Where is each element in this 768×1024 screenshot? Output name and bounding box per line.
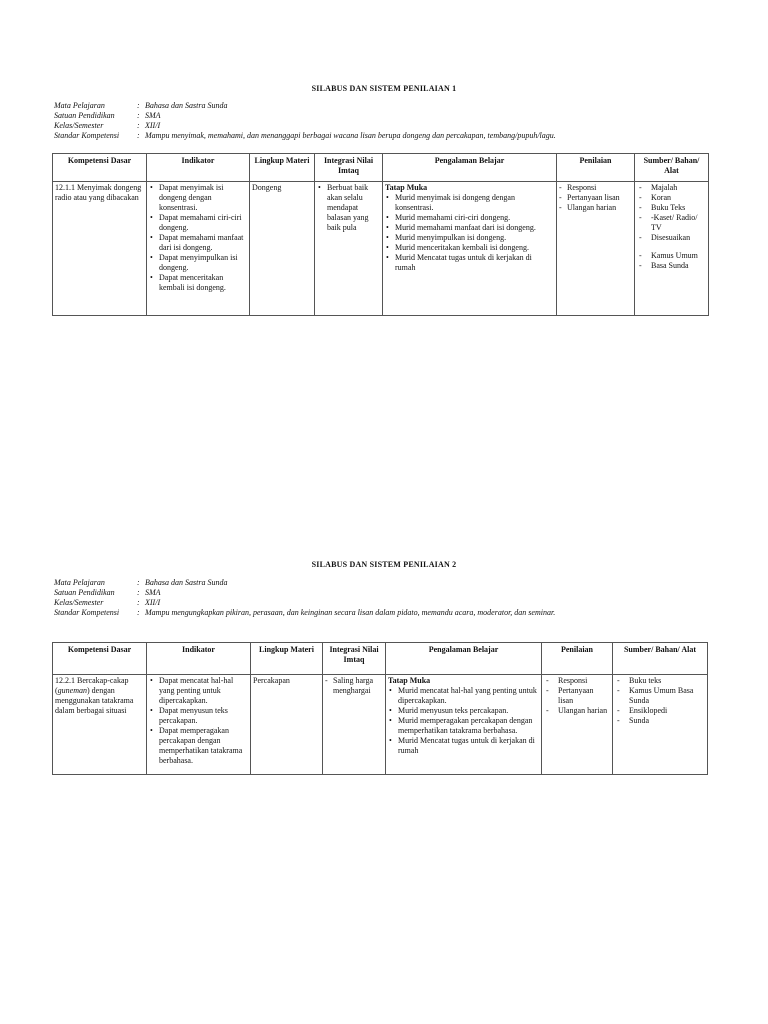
sumber-cell	[613, 675, 708, 775]
list-item: • Murid Mencatat tugas untuk di kerjakan di rumah	[385, 253, 554, 273]
list-item: • Murid menyimak isi dongeng dengan konsentrasi.	[385, 193, 554, 213]
list-item: • Dapat menyusun teks percakapan.	[149, 706, 248, 726]
meta-label: Satuan Pendidikan	[54, 588, 115, 597]
list-item: - Buku Teks	[637, 203, 706, 213]
meta-value: XII/I	[145, 598, 161, 607]
list-item: - Koran	[637, 193, 706, 203]
header-penilaian: Penilaian	[542, 643, 613, 675]
tatap-muka-label: Tatap Muka	[388, 676, 431, 685]
list-item: • Murid memahami manfaat dari isi dongeng.	[385, 223, 554, 233]
section2-table	[52, 642, 708, 775]
sumber-cell	[635, 182, 709, 316]
list-item: - -Kaset/ Radio/ TV	[637, 213, 706, 233]
list-item: - Kamus Umum	[637, 251, 706, 261]
pengalaman-cell	[386, 675, 542, 775]
header-penilaian: Penilaian	[557, 154, 635, 182]
penilaian-cell	[542, 675, 613, 775]
meta-value: XII/I	[145, 121, 161, 130]
header-lingkup: Lingkup Materi	[250, 154, 315, 182]
list-item: - Sunda	[615, 716, 705, 726]
kompetensi-cell: 12.1.1 Menyimak dongeng radio atau yang dibacakan	[53, 182, 147, 316]
table-row	[53, 182, 709, 316]
penilaian-cell	[557, 182, 635, 316]
header-lingkup: Lingkup Materi	[251, 643, 323, 675]
list-item: • Murid menceritakan kembali isi dongeng.	[385, 243, 554, 253]
meta-value: SMA	[145, 111, 161, 120]
list-item: • Murid menyimpulkan isi dongeng.	[385, 233, 554, 243]
materi-cell: Dongeng	[250, 182, 315, 316]
kd-emphasis: guneman	[57, 686, 87, 695]
meta-value: SMA	[145, 588, 161, 597]
imtaq-cell	[323, 675, 386, 775]
meta-label: Standar Kompetensi	[54, 131, 120, 140]
list-item: - Majalah	[637, 183, 706, 193]
list-item: • Dapat memahami manfaat dari isi dongeng.	[149, 233, 247, 253]
table-row	[53, 675, 708, 775]
indikator-cell	[147, 675, 251, 775]
meta-value: Bahasa dan Sastra Sunda	[145, 578, 228, 587]
list-item: • Dapat menyimak isi dongeng dengan konsentrasi.	[149, 183, 247, 213]
section1-meta: Mata Pelajaran : Bahasa dan Sastra Sunda Satuan Pendidikan : SMA Kelas/Semester : XII/I Standar Kompetensi : Mampu menyimak, memahami, dan menanggapi berbagai wacana lisan berupa dongeng dan percakapan, tembang/pupuh/lagu.	[54, 101, 556, 140]
meta-label: Mata Pelajaran	[54, 578, 105, 587]
indikator-cell	[147, 182, 250, 316]
meta-label: Satuan Pendidikan	[54, 111, 115, 120]
header-kompetensi: Kompetensi Dasar	[53, 643, 147, 675]
kompetensi-cell	[53, 675, 147, 775]
list-item: - Responsi	[559, 183, 632, 193]
meta-value: Mampu menyimak, memahami, dan menanggapi berbagai wacana lisan berupa dongeng dan percakapan, tembang/pupuh/lagu.	[145, 131, 556, 140]
meta-label: Kelas/Semester	[54, 598, 104, 607]
list-item: - Pertanyaan lisan	[559, 193, 632, 203]
list-item: - Disesuaikan	[637, 233, 706, 243]
header-imtaq: Integrasi Nilai Imtaq	[323, 643, 386, 675]
list-item: - Ensiklopedi	[615, 706, 705, 716]
header-indikator: Indikator	[147, 643, 251, 675]
section1-title: SILABUS DAN SISTEM PENILAIAN 1	[311, 84, 457, 93]
meta-label: Kelas/Semester	[54, 121, 104, 130]
list-item: • Murid Mencatat tugas untuk di kerjakan di rumah	[388, 736, 539, 756]
imtaq-cell	[315, 182, 383, 316]
list-item: - Ulangan harian	[559, 203, 632, 213]
section1-table	[52, 153, 709, 316]
list-item: • Dapat memahami ciri-ciri dongeng.	[149, 213, 247, 233]
list-item: • Murid memahami ciri-ciri dongeng.	[385, 213, 554, 223]
list-item: - Kamus Umum Basa Sunda	[615, 686, 705, 706]
header-kompetensi: Kompetensi Dasar	[53, 154, 147, 182]
section2-title: SILABUS DAN SISTEM PENILAIAN 2	[311, 560, 457, 569]
section2-meta: Mata Pelajaran : Bahasa dan Sastra Sunda Satuan Pendidikan : SMA Kelas/Semester : XII/I Standar Kompetensi : Mampu mengungkapkan pikiran, perasaan, dan keinginan secara lisan dalam pidato, memandu acara, moderator, dan seminar.	[54, 578, 556, 617]
meta-label: Standar Kompetensi	[54, 608, 120, 617]
list-item: - Ulangan harian	[544, 706, 610, 716]
list-item: - Pertanyaan lisan	[544, 686, 610, 706]
list-item: • Dapat menceritakan kembali isi dongeng.	[149, 273, 247, 293]
header-sumber: Sumber/ Bahan/ Alat	[635, 154, 709, 182]
list-item: • Murid memperagakan percakapan dengan memperhatikan tatakrama berbahasa.	[388, 716, 539, 736]
meta-value: Mampu mengungkapkan pikiran, perasaan, dan keinginan secara lisan dalam pidato, memandu acara, moderator, dan seminar.	[145, 608, 556, 617]
header-sumber: Sumber/ Bahan/ Alat	[613, 643, 708, 675]
kd-text: 12.2.1 Bercakap-cakap (	[55, 676, 129, 695]
list-item: - Basa Sunda	[637, 261, 706, 271]
list-item: • Murid menyusun teks percakapan.	[388, 706, 539, 716]
list-item: • Murid mencatat hal-hal yang penting untuk dipercakapkan.	[388, 686, 539, 706]
pengalaman-cell	[383, 182, 557, 316]
header-pengalaman: Pengalaman Belajar	[383, 154, 557, 182]
header-imtaq: Integrasi Nilai Imtaq	[315, 154, 383, 182]
meta-value: Bahasa dan Sastra Sunda	[145, 101, 228, 110]
list-item: • Dapat mencatat hal-hal yang penting untuk dipercakapkan.	[149, 676, 248, 706]
meta-label: Mata Pelajaran	[54, 101, 105, 110]
header-pengalaman: Pengalaman Belajar	[386, 643, 542, 675]
list-item: - Saling harga menghargai	[325, 676, 383, 696]
list-item: - Buku teks	[615, 676, 705, 686]
list-item: - Responsi	[544, 676, 610, 686]
list-item: • Dapat memperagakan percakapan dengan memperhatikan tatakrama berbahasa.	[149, 726, 248, 766]
tatap-muka-label: Tatap Muka	[385, 183, 428, 192]
kd-text: ) dengan menggunakan tatakrama dalam berbagai situasi	[55, 686, 134, 715]
list-item: • Dapat menyimpulkan isi dongeng.	[149, 253, 247, 273]
materi-cell: Percakapan	[251, 675, 323, 775]
list-item: • Berbuat baik akan selalu mendapat balasan yang baik pula	[317, 183, 380, 233]
header-indikator: Indikator	[147, 154, 250, 182]
